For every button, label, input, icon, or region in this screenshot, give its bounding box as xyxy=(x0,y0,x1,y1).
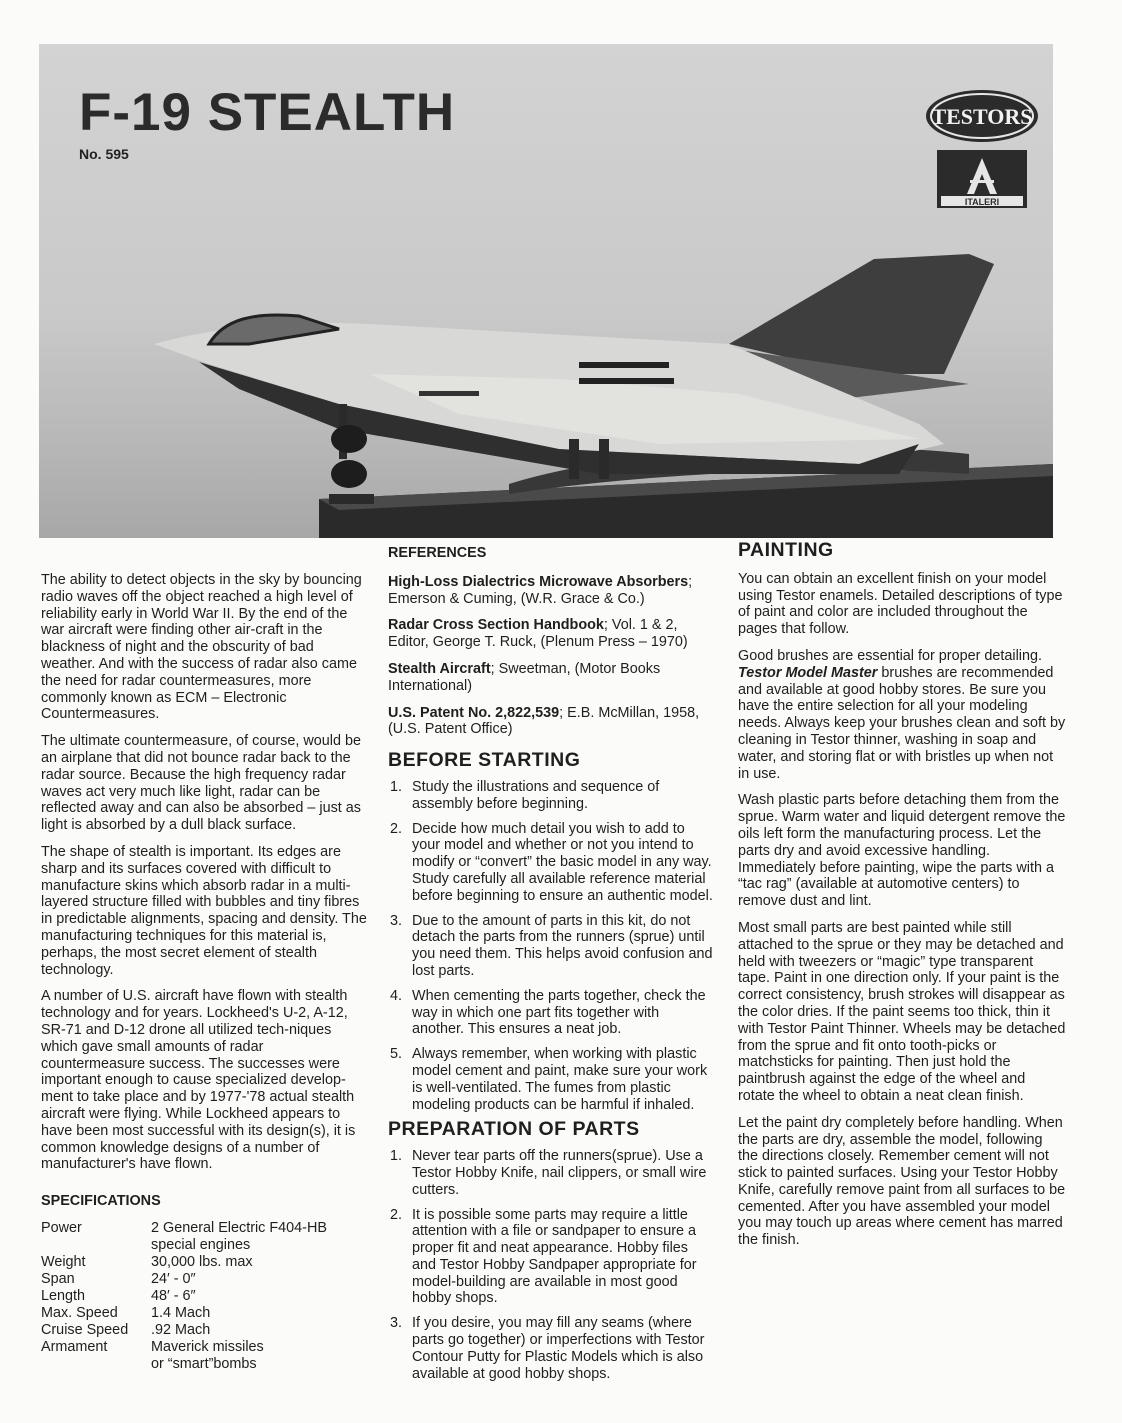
spec-label: Max. Speed xyxy=(41,1304,118,1321)
reference-item: U.S. Patent No. 2,822,539; E.B. McMillan, 1958, (U.S. Patent Office) xyxy=(388,704,700,738)
painting-paragraph: Wash plastic parts before detaching them from the sprue. Warm water and liquid detergent remove the oils left form the manufacturing process. Let the parts dry and avoid excessive handling. Immediately before painting, wipe the parts with a “tac rag” (available at automotive centers) to remove dust and lint. xyxy=(738,792,1066,910)
painting-paragraph: You can obtain an excellent finish on your model using Testor enamels. Detailed descriptions of type of paint and color are included throughout the pages that follow. xyxy=(738,570,1063,638)
spec-row xyxy=(41,1322,327,1339)
list-item: 1. Study the illustrations and sequence of assembly before beginning. xyxy=(390,778,660,812)
list-item: 1. Never tear parts off the runners(sprue). Use a Testor Hobby Knife, nail clippers, or small wire cutters. xyxy=(390,1148,707,1198)
intro-paragraph: The shape of stealth is important. Its edges are sharp and its surfaces covered with difficult to manufacture skins which absorb radar in a multi-layered structure filled with bubbles and tiny fibres in predictable alignments, spacing and density. The manufacturing techniques for this material is, perhaps, the most secret element of stealth technology. xyxy=(41,843,367,978)
spec-value: 2 General Electric F404-HB special engines xyxy=(151,1219,327,1253)
painting-paragraph: Let the paint dry completely before handling. When the parts are dry, assemble the model, following the directions closely. Remember cement will not stick to painted surfaces. Using your Testor Hobby Knife, carefully remove paint from all surfaces to be cemented. After you have assembled your model you may touch up areas where cement has marred the finish. xyxy=(738,1114,1066,1249)
spec-row xyxy=(41,1339,327,1373)
spec-label: Weight xyxy=(41,1253,86,1270)
spec-label: Length xyxy=(41,1287,86,1304)
preparation-list xyxy=(388,1148,714,1382)
spec-row xyxy=(41,1254,327,1271)
list-item: 4. When cementing the parts together, check the way in which one part fits together with another. This ensures a neat job. xyxy=(390,987,706,1038)
before-starting-list xyxy=(388,779,714,1113)
italeri-logo xyxy=(937,150,1027,208)
list-item: 3. If you desire, you may fill any seams (where parts go together) or imperfections with Testor Contour Putty for Plastic Models which is also available at good hobby shops. xyxy=(390,1315,705,1382)
before-starting-heading: BEFORE STARTING xyxy=(388,749,581,772)
painting-heading: PAINTING xyxy=(738,539,834,561)
spec-label: Power xyxy=(41,1219,82,1236)
painting-paragraph: Most small parts are best painted while still attached to the sprue or they may be detached and held with tweezers or “magic” type transparent tape. Paint in one direction only. If your paint is the correct consistency, brush strokes will disappear as the color dries. If the paint seems too thick, thin it with Testor Paint Thinner. Wheels may be detached from the sprue and fit onto tooth-picks or matchsticks for painting. Then just hold the paintbrush against the edge of the wheel and rotate the wheel to obtain a neat clean finish. xyxy=(738,919,1066,1104)
kit-number: No. 595 xyxy=(79,146,129,162)
list-item: 3. Due to the amount of parts in this kit, do not detach the parts from the runners (sprue) until you need them. This helps avoid confusion and lost parts. xyxy=(390,912,713,979)
hero-photo xyxy=(39,44,1053,538)
painting-paragraph: Good brushes are essential for proper detailing. Testor Model Master brushes are recommended and available at good hobby stores. Be sure you have the entire selection for all your modeling needs. Always keep your brushes clean and soft by cleaning in Testor thinner, washing in soap and water, and storing flat or with bristles up when not in use. xyxy=(738,647,1066,782)
spec-row xyxy=(41,1271,327,1288)
intro-paragraph: The ability to detect objects in the sky by bouncing radio waves off the object reached a high level of reliability early in World War II. By the end of the war aircraft were finding other air-craft in the blackness of night and the obscurity of bad weather. And with the success of radar also came the need for radar countermeasures, more commonly known as ECM – Electronic Countermeasures. xyxy=(41,572,362,723)
intro-paragraph: A number of U.S. aircraft have flown with stealth technology and for years. Lockheed's U-2, A-12, SR-71 and D-12 drone all utilized tech-niques which gave small amounts of radar countermeasure success. The successes were important enough to cause specialized develop-ment to take place and by 1977-'78 actual stealth aircraft were flying. While Lockheed appears to have been most successful with its design(s), it is common knowledge designs of a number of manufacturer's have flown. xyxy=(41,988,356,1173)
italeri-logo-text: ITALERI xyxy=(964,197,1000,207)
reference-item: Radar Cross Section Handbook; Vol. 1 & 2, Editor, George T. Ruck, (Plenum Press – 1970) xyxy=(388,617,688,651)
spec-row xyxy=(41,1288,327,1305)
reference-item: High-Loss Dialectrics Microwave Absorbers; Emerson & Cuming, (W.R. Grace & Co.) xyxy=(388,573,693,607)
references-heading: REFERENCES xyxy=(388,545,487,561)
testors-logo-text: TESTORS xyxy=(931,104,1033,129)
spec-label: Cruise Speed xyxy=(41,1321,129,1338)
brand-emphasis: Testor Model Master xyxy=(738,664,878,681)
spec-label: Armament xyxy=(41,1338,108,1355)
list-item: 2. It is possible some parts may require a little attention with a file or sandpaper to ensure a proper fit and neat appearance. Hobby files and Testor Hobby Sandpaper appropriate for model-building are available in most good hobby shops. xyxy=(390,1206,697,1307)
spec-value: .92 Mach xyxy=(151,1321,211,1338)
specifications-heading: SPECIFICATIONS xyxy=(41,1193,161,1210)
spec-label: Span xyxy=(41,1270,75,1287)
painting-column xyxy=(738,539,1066,1259)
spec-value: 30,000 lbs. max xyxy=(151,1253,253,1270)
spec-row xyxy=(41,1305,327,1322)
spec-value: 48′ - 6″ xyxy=(151,1287,196,1304)
intro-paragraph: The ultimate countermeasure, of course, would be an airplane that did not bounce radar back to the radar source. Because the high frequency radar waves act very much like light, radar can be reflected away and can also be absorbed – just as light is absorbed by a dull black surface. xyxy=(41,733,361,834)
intro-column xyxy=(41,572,371,1373)
specifications-table xyxy=(41,1220,327,1373)
list-item: 5. Always remember, when working with plastic model cement and paint, make sure your work is well-ventilated. The fumes from plastic modeling products can be harmful if inhaled. xyxy=(390,1046,708,1113)
spec-value: Maverick missiles or “smart”bombs xyxy=(151,1338,264,1372)
reference-item: Stealth Aircraft; Sweetman, (Motor Books International) xyxy=(388,660,661,694)
spec-row xyxy=(41,1220,327,1254)
preparation-heading: PREPARATION OF PARTS xyxy=(388,1118,640,1141)
testors-logo xyxy=(923,88,1041,144)
list-item: 2. Decide how much detail you wish to add to your model and whether or not you intend to modify or “convert” the basic model in any way. Study carefully all available reference material before beginning to ensure an authentic model. xyxy=(390,820,713,904)
references-column xyxy=(388,545,714,1390)
spec-value: 24′ - 0″ xyxy=(151,1270,196,1287)
page-title: F-19 STEALTH xyxy=(79,83,456,142)
spec-value: 1.4 Mach xyxy=(151,1304,211,1321)
